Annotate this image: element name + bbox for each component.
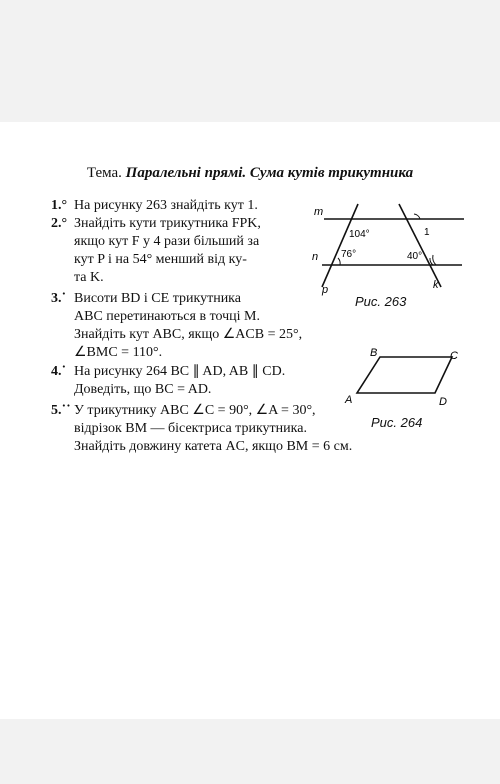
figure-263-caption: Рис. 263 (355, 294, 407, 309)
arc-76 (338, 258, 340, 265)
top-toolbar-area (0, 0, 500, 122)
label-n: n (312, 251, 319, 263)
label-104: 104° (349, 229, 370, 240)
figure-263 (300, 200, 470, 295)
label-C: C (450, 350, 458, 362)
label-B: B (370, 347, 378, 359)
task-3-line: ∠BMC = 110°. (74, 345, 163, 360)
task-5-line: відрізок BM — бісектриса трикутника. (74, 421, 307, 436)
label-k: k (433, 279, 439, 291)
task-4-line: Доведіть, що BC = AD. (74, 382, 212, 397)
task-5-line: Знайдіть довжину катета AC, якщо BM = 6 см. (74, 439, 353, 454)
task-5-number: 5.˙˙ (51, 403, 71, 418)
task-4-line: На рисунку 264 BC ∥ AD, AB ∥ CD. (74, 364, 286, 379)
line-k (399, 204, 441, 287)
title-prefix: Тема. (86, 165, 122, 181)
label-D: D (439, 396, 447, 408)
task-2-line: кут P і на 54° менший від ку- (74, 252, 247, 267)
task-2-number: 2.° (51, 216, 68, 231)
task-3-line: Висоти BD і CE трикутника (74, 291, 241, 306)
line-p (322, 204, 358, 287)
title-text: Паралельні прямі. Сума кутів трикутника (125, 165, 414, 181)
figure-264-caption: Рис. 264 (371, 415, 423, 430)
label-angle-1: 1 (424, 227, 430, 238)
task-3-line: ABC перетинаються в точці M. (74, 309, 261, 324)
label-76: 76° (341, 249, 357, 260)
bottom-toolbar-area (0, 719, 500, 784)
label-A: A (345, 394, 353, 406)
label-m: m (314, 206, 324, 218)
task-4-number: 4.˙ (51, 364, 67, 379)
task-5-line: У трикутнику ABC ∠C = 90°, ∠A = 30°, (74, 403, 316, 418)
task-2-line: Знайдіть кути трикутника FPK, (74, 216, 261, 231)
task-3-number: 3.˙ (51, 291, 67, 306)
label-p: p (322, 284, 329, 296)
task-1-number: 1.° (51, 198, 68, 213)
label-40: 40° (407, 251, 423, 262)
task-3-line: Знайдіть кут ABC, якщо ∠ACB = 25°, (74, 327, 303, 342)
page-title (0, 165, 500, 182)
task-1-line: На рисунку 263 знайдіть кут 1. (74, 198, 258, 213)
figure-264 (340, 345, 470, 410)
task-2-line: якщо кут F у 4 рази більший за (74, 234, 260, 249)
task-2-line: та K. (74, 270, 104, 285)
parallelogram-abcd (357, 357, 452, 393)
